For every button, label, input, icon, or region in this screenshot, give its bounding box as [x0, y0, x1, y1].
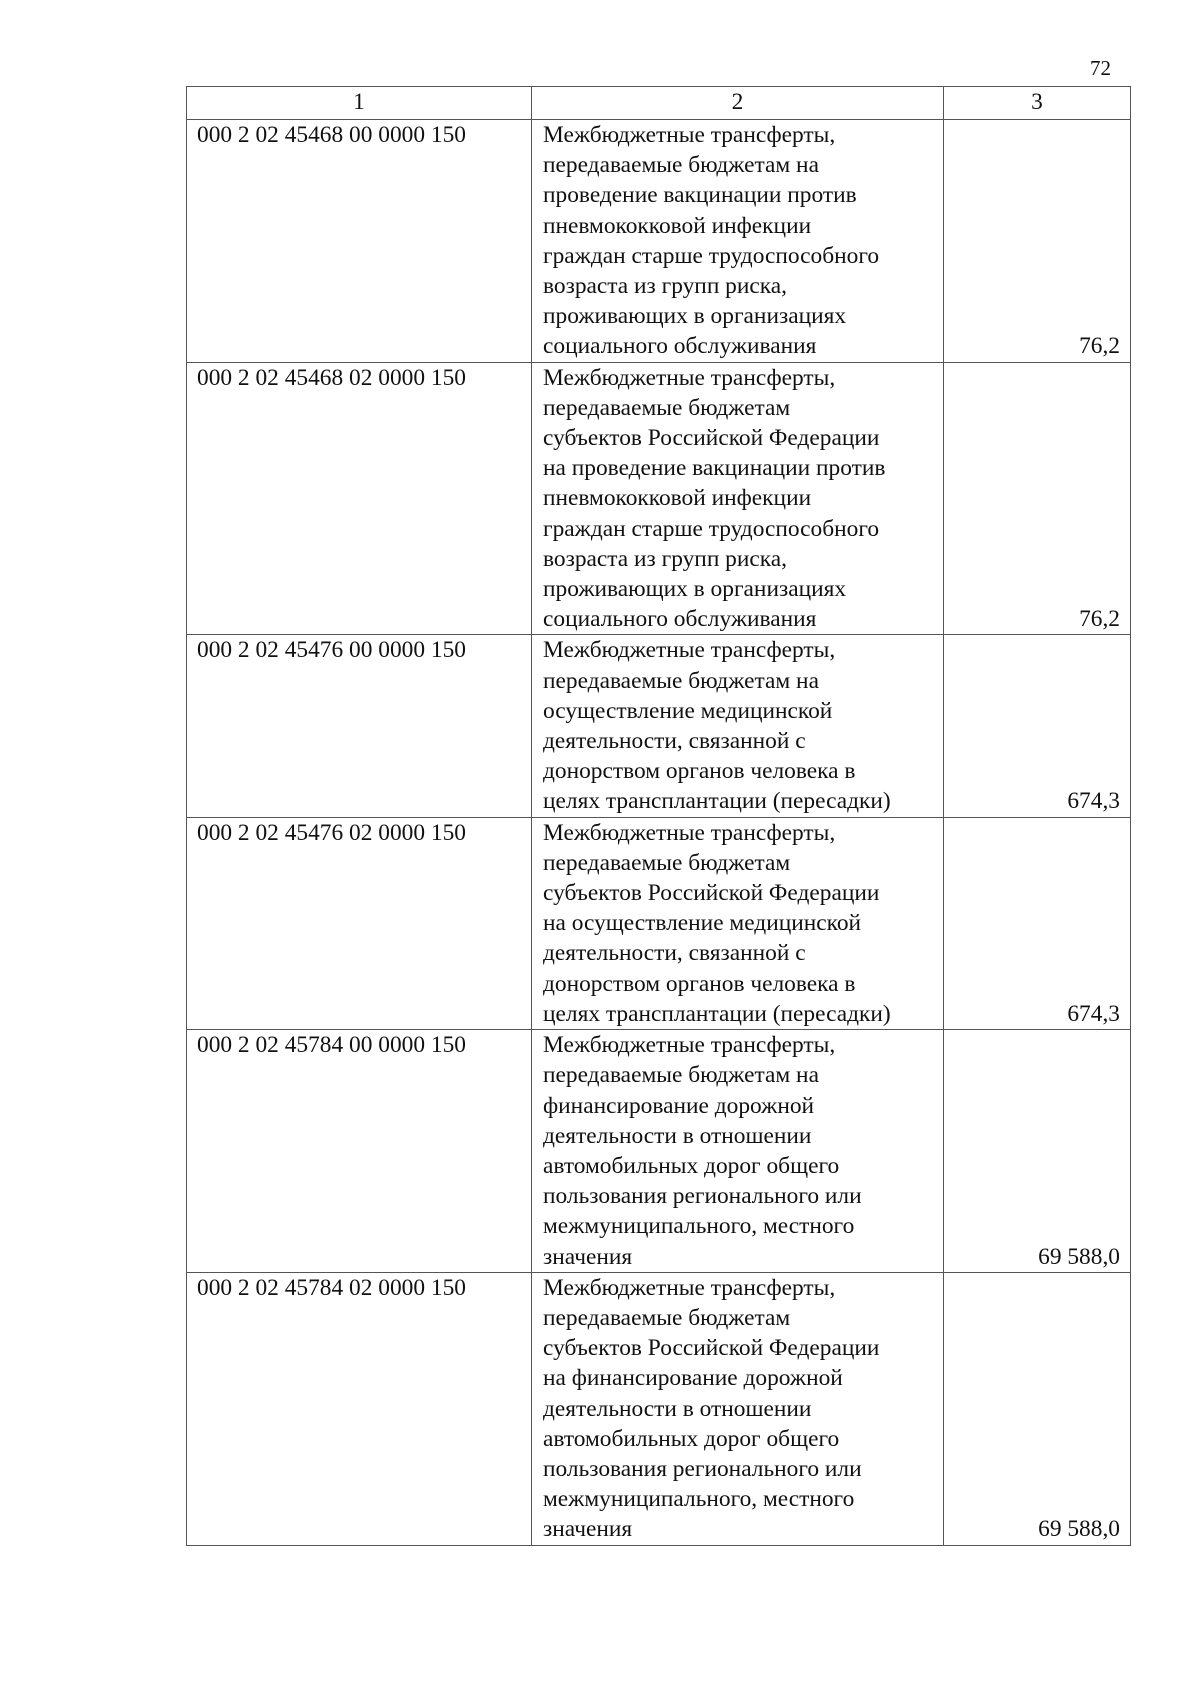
amount-value: 69 588,0: [944, 1030, 1131, 1273]
table-row: [187, 817, 1131, 1029]
description-line: передаваемые бюджетам: [543, 849, 791, 876]
description-line: значения: [543, 1516, 633, 1543]
budget-classification-code: 000 2 02 45784 02 0000 150: [187, 1272, 532, 1545]
description-line: субъектов Российской Федерации: [543, 425, 880, 452]
budget-classification-code: 000 2 02 45468 02 0000 150: [187, 362, 532, 635]
table-row: [187, 1272, 1131, 1545]
description-line: проведение вакцинации против: [543, 182, 857, 209]
description-line: проживающих в организациях: [543, 576, 847, 603]
description-line: Межбюджетные трансферты,: [543, 1032, 836, 1059]
description-line: субъектов Российской Федерации: [543, 1335, 880, 1362]
table-header-row: [187, 87, 1131, 120]
description-line: пневмококковой инфекции: [543, 212, 812, 239]
description-line: граждан старше трудоспособного: [543, 242, 880, 269]
description-line: передаваемые бюджетам: [543, 394, 791, 421]
description-line: осуществление медицинской: [543, 697, 833, 724]
budget-classification-code: 000 2 02 45476 02 0000 150: [187, 817, 532, 1029]
amount-value: 674,3: [944, 817, 1131, 1029]
description-line: донорством органов человека в: [543, 758, 856, 785]
page-number: 72: [1090, 56, 1111, 80]
description-line: на финансирование дорожной: [543, 1365, 843, 1392]
budget-classification-code: 000 2 02 45476 00 0000 150: [187, 635, 532, 817]
column-header-amount: 3: [944, 87, 1131, 120]
budget-revenue-table: [186, 86, 1131, 1546]
revenue-description: [532, 817, 944, 1029]
table-row: [187, 635, 1131, 817]
description-line: деятельности в отношении: [543, 1122, 812, 1149]
description-line: донорством органов человека в: [543, 970, 856, 997]
budget-classification-code: 000 2 02 45468 00 0000 150: [187, 120, 532, 363]
description-line: пользования регионального или: [543, 1183, 862, 1210]
description-line: граждан старше трудоспособного: [543, 515, 880, 542]
description-line: передаваемые бюджетам на: [543, 1062, 819, 1089]
description-line: передаваемые бюджетам на: [543, 667, 819, 694]
description-line: возраста из групп риска,: [543, 545, 788, 572]
description-line: деятельности в отношении: [543, 1395, 812, 1422]
amount-value: 674,3: [944, 635, 1131, 817]
description-line: деятельности, связанной с: [543, 728, 806, 755]
description-line: передаваемые бюджетам: [543, 1304, 791, 1331]
description-line: Межбюджетные трансферты,: [543, 122, 836, 148]
description-line: пневмококковой инфекции: [543, 485, 812, 512]
table-row: [187, 120, 1131, 363]
revenue-description: [532, 1272, 944, 1545]
column-header-code: 1: [187, 87, 532, 120]
description-line: Межбюджетные трансферты,: [543, 1274, 836, 1301]
revenue-description: [532, 1030, 944, 1273]
description-line: Межбюджетные трансферты,: [543, 637, 836, 664]
description-line: целях трансплантации (пересадки): [543, 788, 891, 815]
table-row: [187, 1030, 1131, 1273]
description-line: автомобильных дорог общего: [543, 1425, 840, 1452]
table-row: [187, 362, 1131, 635]
description-line: автомобильных дорог общего: [543, 1152, 840, 1179]
description-line: возраста из групп риска,: [543, 273, 788, 300]
revenue-description: [532, 362, 944, 635]
amount-value: 76,2: [944, 362, 1131, 635]
description-line: субъектов Российской Федерации: [543, 880, 880, 907]
description-line: финансирование дорожной: [543, 1092, 815, 1119]
description-line: пользования регионального или: [543, 1455, 862, 1482]
description-line: межмуниципального, местного: [543, 1486, 855, 1513]
revenue-description: [532, 120, 944, 363]
description-line: передаваемые бюджетам на: [543, 152, 819, 179]
description-line: значения: [543, 1243, 633, 1270]
description-line: межмуниципального, местного: [543, 1213, 855, 1240]
budget-classification-code: 000 2 02 45784 00 0000 150: [187, 1030, 532, 1273]
amount-value: 69 588,0: [944, 1272, 1131, 1545]
description-line: целях трансплантации (пересадки): [543, 1000, 891, 1027]
description-line: на проведение вакцинации против: [543, 455, 886, 482]
column-header-description: 2: [532, 87, 944, 120]
description-line: социального обслуживания: [543, 333, 817, 360]
description-line: социального обслуживания: [543, 606, 817, 633]
description-line: Межбюджетные трансферты,: [543, 364, 836, 391]
revenue-description: [532, 635, 944, 817]
description-line: проживающих в организациях: [543, 303, 847, 330]
description-line: на осуществление медицинской: [543, 910, 862, 937]
description-line: Межбюджетные трансферты,: [543, 819, 836, 846]
description-line: деятельности, связанной с: [543, 940, 806, 967]
amount-value: 76,2: [944, 120, 1131, 363]
